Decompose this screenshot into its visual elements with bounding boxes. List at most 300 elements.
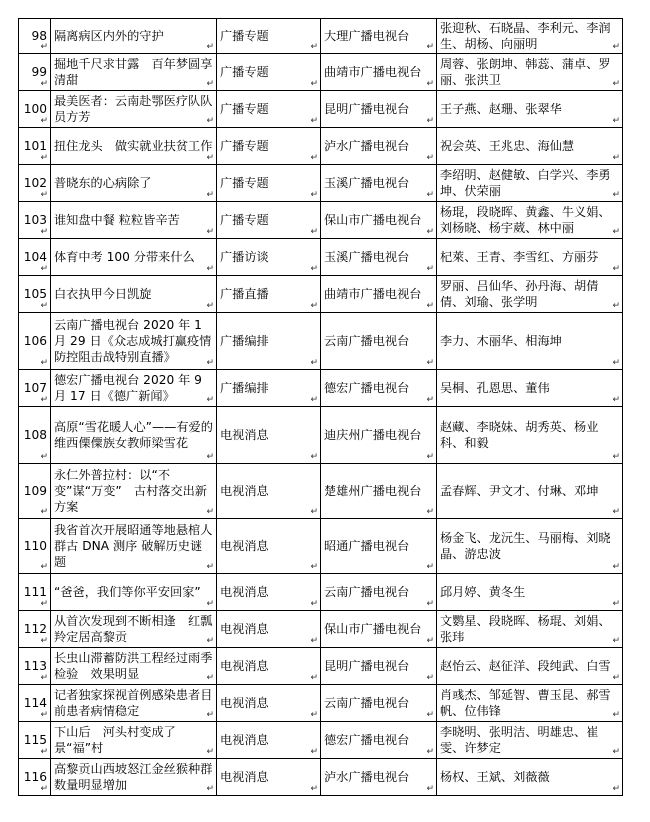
cell-unit [321,19,437,54]
paragraph-mark-icon: ↵ [310,710,318,720]
cell-authors [437,648,623,685]
paragraph-mark-icon: ↵ [612,358,620,368]
cell-number-text: 108 [23,428,47,442]
paragraph-mark-icon: ↵ [206,79,214,89]
cell-category [217,91,321,128]
cell-authors-text: 杨权、王斌、刘薇薇 [440,770,550,784]
paragraph-mark-icon: ↵ [40,395,48,405]
cell-unit-text: 云南广播电视台 [324,334,410,348]
paragraph-mark-icon: ↵ [310,395,318,405]
paragraph-mark-icon: ↵ [40,301,48,311]
paragraph-mark-icon: ↵ [206,673,214,683]
cell-title-text: 最美医者：云南赴鄂医疗队队员方芳 [54,94,213,124]
table-row [19,19,623,54]
cell-unit [321,165,437,202]
table-row [19,464,623,519]
cell-number [19,313,51,370]
table-row [19,239,623,276]
award-list-table [18,18,623,796]
cell-authors [437,464,623,519]
cell-unit-text: 德宏广播电视台 [324,733,410,747]
cell-title-text: 高黎贡山西坡怒江金丝猴种群数量明显增加 [54,762,213,792]
table-row [19,759,623,796]
cell-category-text: 广播编排 [220,381,269,395]
paragraph-mark-icon: ↵ [310,264,318,274]
paragraph-mark-icon: ↵ [40,710,48,720]
cell-number-text: 113 [23,659,47,673]
paragraph-mark-icon: ↵ [426,264,434,274]
paragraph-mark-icon: ↵ [426,79,434,89]
cell-unit [321,722,437,759]
cell-authors [437,722,623,759]
cell-category-text: 电视消息 [220,770,269,784]
cell-category-text: 电视消息 [220,484,269,498]
table-row [19,313,623,370]
cell-authors [437,239,623,276]
cell-unit [321,128,437,165]
cell-authors [437,313,623,370]
cell-title [51,128,217,165]
cell-number [19,722,51,759]
paragraph-mark-icon: ↵ [40,79,48,89]
cell-number-text: 99 [31,65,47,79]
paragraph-mark-icon: ↵ [310,227,318,237]
paragraph-mark-icon: ↵ [426,673,434,683]
cell-title-text: 德宏广播电视台 2020 年 9 月 17 日《德广新闻》 [54,373,202,403]
cell-title-text: 普晓东的心病除了 [54,176,152,190]
table-row [19,276,623,313]
paragraph-mark-icon: ↵ [426,452,434,462]
cell-category [217,239,321,276]
cell-unit-text: 昭通广播电视台 [324,539,410,553]
cell-unit-text: 玉溪广播电视台 [324,250,410,264]
paragraph-mark-icon: ↵ [40,562,48,572]
paragraph-mark-icon: ↵ [612,452,620,462]
cell-number-text: 105 [23,287,47,301]
paragraph-mark-icon: ↵ [206,710,214,720]
table-row [19,54,623,91]
paragraph-mark-icon: ↵ [426,395,434,405]
paragraph-mark-icon: ↵ [310,747,318,757]
paragraph-mark-icon: ↵ [426,747,434,757]
cell-authors [437,611,623,648]
cell-authors-text: 王子燕、赵珊、张翠华 [440,102,562,116]
cell-title [51,464,217,519]
cell-unit [321,54,437,91]
cell-number [19,128,51,165]
paragraph-mark-icon: ↵ [206,153,214,163]
paragraph-mark-icon: ↵ [426,116,434,126]
paragraph-mark-icon: ↵ [612,153,620,163]
table-row [19,685,623,722]
cell-title [51,19,217,54]
paragraph-mark-icon: ↵ [612,42,620,52]
cell-authors-text: 罗丽、吕仙华、孙丹海、胡倩倩、刘瑜、张学明 [440,279,599,309]
cell-title [51,276,217,313]
cell-authors [437,54,623,91]
paragraph-mark-icon: ↵ [40,264,48,274]
cell-authors [437,202,623,239]
cell-authors-text: 赵藏、李晓妹、胡秀英、杨业科、和毅 [440,420,599,450]
cell-title [51,685,217,722]
cell-number-text: 111 [23,585,47,599]
paragraph-mark-icon: ↵ [426,153,434,163]
cell-category-text: 广播编排 [220,334,269,348]
cell-number-text: 101 [23,139,47,153]
cell-category [217,574,321,611]
cell-title [51,370,217,407]
cell-title-text: 高原“雪花暖人心”——有爱的维西傈僳族女教师梁雪花 [54,420,213,450]
cell-number-text: 98 [31,29,47,43]
cell-authors-text: 吴桐、孔恩思、董伟 [440,381,550,395]
cell-number [19,759,51,796]
cell-number [19,54,51,91]
cell-category [217,313,321,370]
cell-authors-text: 杨金飞、龙沅生、马丽梅、刘晓晶、游忠波 [440,531,611,561]
paragraph-mark-icon: ↵ [310,452,318,462]
cell-title-text: 谁知盘中餐 粒粒皆辛苦 [54,213,180,227]
cell-number-text: 112 [23,622,47,636]
cell-number [19,165,51,202]
cell-title [51,611,217,648]
table-row [19,370,623,407]
cell-number-text: 110 [23,539,47,553]
paragraph-mark-icon: ↵ [612,227,620,237]
cell-title [51,407,217,464]
cell-number [19,611,51,648]
paragraph-mark-icon: ↵ [310,42,318,52]
cell-authors [437,276,623,313]
table-row [19,202,623,239]
cell-authors-text: 杞萊、王青、李雪红、方丽芬 [440,250,599,264]
cell-category [217,759,321,796]
paragraph-mark-icon: ↵ [206,42,214,52]
cell-authors-text: 李晓明、张明洁、明雄忠、崔雯、许梦定 [440,725,599,755]
paragraph-mark-icon: ↵ [206,358,214,368]
paragraph-mark-icon: ↵ [612,673,620,683]
cell-category-text: 电视消息 [220,696,269,710]
cell-unit-text: 迪庆州广播电视台 [324,428,422,442]
cell-unit [321,519,437,574]
cell-unit-text: 玉溪广播电视台 [324,176,410,190]
paragraph-mark-icon: ↵ [206,599,214,609]
cell-number-text: 107 [23,381,47,395]
paragraph-mark-icon: ↵ [612,190,620,200]
cell-authors-text: 杨琨，段晓晖、黄鑫、牛义娟、刘杨晓、杨宇葳、林中丽 [440,205,611,235]
paragraph-mark-icon: ↵ [206,784,214,794]
cell-number [19,648,51,685]
paragraph-mark-icon: ↵ [310,599,318,609]
cell-category-text: 电视消息 [220,585,269,599]
paragraph-mark-icon: ↵ [426,710,434,720]
paragraph-mark-icon: ↵ [206,264,214,274]
cell-unit-text: 泸水广播电视台 [324,770,410,784]
cell-number-text: 100 [23,102,47,116]
cell-category [217,276,321,313]
cell-category-text: 广播直播 [220,287,269,301]
cell-category-text: 广播专题 [220,102,269,116]
cell-number-text: 115 [23,733,47,747]
cell-category [217,685,321,722]
paragraph-mark-icon: ↵ [612,264,620,274]
paragraph-mark-icon: ↵ [612,301,620,311]
cell-authors-text: 祝会英、王兆忠、海仙慧 [440,139,575,153]
cell-authors [437,759,623,796]
paragraph-mark-icon: ↵ [310,116,318,126]
cell-category [217,519,321,574]
paragraph-mark-icon: ↵ [206,747,214,757]
paragraph-mark-icon: ↵ [206,452,214,462]
paragraph-mark-icon: ↵ [206,227,214,237]
table-row [19,165,623,202]
cell-category-text: 电视消息 [220,733,269,747]
paragraph-mark-icon: ↵ [310,153,318,163]
cell-category [217,19,321,54]
paragraph-mark-icon: ↵ [40,636,48,646]
cell-unit [321,239,437,276]
cell-category-text: 广播专题 [220,213,269,227]
cell-unit-text: 楚雄州广播电视台 [324,484,422,498]
cell-title [51,648,217,685]
cell-category [217,722,321,759]
cell-authors-text: 赵怡云、赵征洋、段纯武、白雪 [440,659,611,673]
cell-authors-text: 邱月婷、黄冬生 [440,585,526,599]
cell-unit-text: 泸水广播电视台 [324,139,410,153]
cell-number [19,91,51,128]
cell-title-text: 长虫山滞蓄防洪工程经过雨季检验 效果明显 [54,651,213,681]
paragraph-mark-icon: ↵ [612,784,620,794]
paragraph-mark-icon: ↵ [612,747,620,757]
cell-number-text: 103 [23,213,47,227]
cell-unit [321,648,437,685]
cell-category-text: 电视消息 [220,539,269,553]
cell-authors-text: 文鹦星、段晓晖、杨琨、刘娟、张玮 [440,614,611,644]
cell-number [19,464,51,519]
cell-unit-text: 德宏广播电视台 [324,381,410,395]
paragraph-mark-icon: ↵ [40,358,48,368]
cell-category [217,648,321,685]
cell-number [19,370,51,407]
cell-title [51,574,217,611]
cell-title [51,722,217,759]
paragraph-mark-icon: ↵ [206,190,214,200]
paragraph-mark-icon: ↵ [40,452,48,462]
cell-unit-text: 曲靖市广播电视台 [324,65,422,79]
table-row [19,91,623,128]
paragraph-mark-icon: ↵ [206,507,214,517]
cell-title-text: 永仁外普拉村：以“不变”谋“万变” 古村落交出新方案 [54,468,208,514]
cell-title-text: 白衣执甲今日凯旋 [54,287,152,301]
cell-category [217,464,321,519]
cell-unit [321,91,437,128]
paragraph-mark-icon: ↵ [612,507,620,517]
cell-unit-text: 昆明广播电视台 [324,102,410,116]
paragraph-mark-icon: ↵ [40,784,48,794]
cell-title-text: 记者独家探视首例感染患者目前患者病情稳定 [54,688,213,718]
paragraph-mark-icon: ↵ [206,636,214,646]
paragraph-mark-icon: ↵ [310,301,318,311]
paragraph-mark-icon: ↵ [310,358,318,368]
cell-unit-text: 昆明广播电视台 [324,659,410,673]
cell-authors [437,574,623,611]
cell-category-text: 广播专题 [220,139,269,153]
cell-unit-text: 保山市广播电视台 [324,213,422,227]
cell-title-text: 扭住龙头 做实就业扶贫工作 [54,139,213,153]
cell-authors [437,19,623,54]
paragraph-mark-icon: ↵ [40,116,48,126]
paragraph-mark-icon: ↵ [426,358,434,368]
paragraph-mark-icon: ↵ [206,116,214,126]
cell-authors-text: 李绍明、赵健敏、白学兴、李勇坤、伏荣丽 [440,168,611,198]
paragraph-mark-icon: ↵ [40,747,48,757]
cell-authors [437,91,623,128]
cell-unit [321,611,437,648]
table-row [19,574,623,611]
cell-number [19,574,51,611]
paragraph-mark-icon: ↵ [40,507,48,517]
paragraph-mark-icon: ↵ [426,784,434,794]
paragraph-mark-icon: ↵ [612,79,620,89]
cell-category-text: 广播专题 [220,176,269,190]
paragraph-mark-icon: ↵ [310,79,318,89]
table-row [19,722,623,759]
table-row [19,611,623,648]
cell-category-text: 电视消息 [220,659,269,673]
cell-authors [437,128,623,165]
paragraph-mark-icon: ↵ [612,636,620,646]
cell-title-text: 体育中考 100 分带来什么 [54,250,195,264]
cell-authors-text: 李力、木丽华、相海坤 [440,334,562,348]
paragraph-mark-icon: ↵ [40,153,48,163]
cell-unit-text: 云南广播电视台 [324,585,410,599]
cell-number-text: 109 [23,484,47,498]
cell-authors [437,370,623,407]
cell-number [19,407,51,464]
cell-category-text: 广播访谈 [220,250,269,264]
paragraph-mark-icon: ↵ [426,190,434,200]
cell-unit [321,759,437,796]
cell-category [217,407,321,464]
cell-number-text: 104 [23,250,47,264]
paragraph-mark-icon: ↵ [612,710,620,720]
table-row [19,648,623,685]
paragraph-mark-icon: ↵ [426,636,434,646]
paragraph-mark-icon: ↵ [612,562,620,572]
paragraph-mark-icon: ↵ [206,301,214,311]
cell-title [51,91,217,128]
paragraph-mark-icon: ↵ [310,190,318,200]
paragraph-mark-icon: ↵ [310,636,318,646]
paragraph-mark-icon: ↵ [40,42,48,52]
cell-number-text: 102 [23,176,47,190]
cell-unit [321,313,437,370]
cell-authors [437,685,623,722]
cell-unit [321,464,437,519]
cell-title [51,759,217,796]
cell-unit [321,370,437,407]
cell-unit-text: 保山市广播电视台 [324,622,422,636]
cell-title [51,519,217,574]
cell-category-text: 电视消息 [220,428,269,442]
paragraph-mark-icon: ↵ [206,395,214,405]
paragraph-mark-icon: ↵ [310,673,318,683]
cell-category [217,54,321,91]
cell-title [51,54,217,91]
paragraph-mark-icon: ↵ [426,42,434,52]
cell-number [19,276,51,313]
cell-unit-text: 云南广播电视台 [324,696,410,710]
cell-unit-text: 大理广播电视台 [324,29,410,43]
paragraph-mark-icon: ↵ [612,116,620,126]
paragraph-mark-icon: ↵ [310,562,318,572]
paragraph-mark-icon: ↵ [612,599,620,609]
cell-title [51,239,217,276]
cell-unit-text: 曲靖市广播电视台 [324,287,422,301]
cell-authors-text: 孟春辉、尹文才、付琳、邓坤 [440,484,599,498]
table-row [19,128,623,165]
cell-unit [321,407,437,464]
cell-number-text: 106 [23,334,47,348]
cell-category [217,165,321,202]
cell-number [19,202,51,239]
cell-category [217,128,321,165]
paragraph-mark-icon: ↵ [310,507,318,517]
cell-category-text: 电视消息 [220,622,269,636]
cell-title-text: 隔离病区内外的守护 [54,29,164,43]
cell-unit [321,202,437,239]
cell-category [217,370,321,407]
paragraph-mark-icon: ↵ [40,673,48,683]
cell-number [19,685,51,722]
cell-number-text: 116 [23,770,47,784]
cell-unit [321,574,437,611]
cell-authors-text: 周蓉、张朗坤、韩蕊、蒲卓、罗丽、张洪卫 [440,57,611,87]
paragraph-mark-icon: ↵ [206,562,214,572]
cell-number-text: 114 [23,696,47,710]
table-body [19,19,623,796]
paragraph-mark-icon: ↵ [612,395,620,405]
cell-number [19,519,51,574]
cell-category-text: 广播专题 [220,65,269,79]
cell-authors [437,407,623,464]
paragraph-mark-icon: ↵ [426,599,434,609]
table-row [19,519,623,574]
cell-title-text: 掘地千尺求甘露 百年梦圆享清甜 [54,57,213,87]
cell-title-text: 云南广播电视台 2020 年 1 月 29 日《众志成城打赢疫情防控阻击战特别直播》 [54,318,212,364]
paragraph-mark-icon: ↵ [40,227,48,237]
paragraph-mark-icon: ↵ [310,784,318,794]
cell-authors [437,165,623,202]
cell-unit [321,685,437,722]
paragraph-mark-icon: ↵ [40,599,48,609]
cell-title-text: “爸爸，我们等你平安回家” [54,585,201,599]
paragraph-mark-icon: ↵ [426,301,434,311]
cell-title [51,313,217,370]
paragraph-mark-icon: ↵ [426,227,434,237]
cell-category [217,611,321,648]
cell-number [19,239,51,276]
cell-title [51,165,217,202]
cell-title-text: 下山后 河头村变成了景“福”村 [54,725,176,755]
cell-title [51,202,217,239]
paragraph-mark-icon: ↵ [426,562,434,572]
cell-authors-text: 肖彧杰、邹延智、曹玉昆、郝雪帆、位伟锋 [440,688,611,718]
cell-category [217,202,321,239]
table-row [19,407,623,464]
paragraph-mark-icon: ↵ [40,190,48,200]
cell-title-text: 从首次发现到不断相逢 红瓢羚定居高黎贡 [54,614,213,644]
cell-category-text: 广播专题 [220,29,269,43]
